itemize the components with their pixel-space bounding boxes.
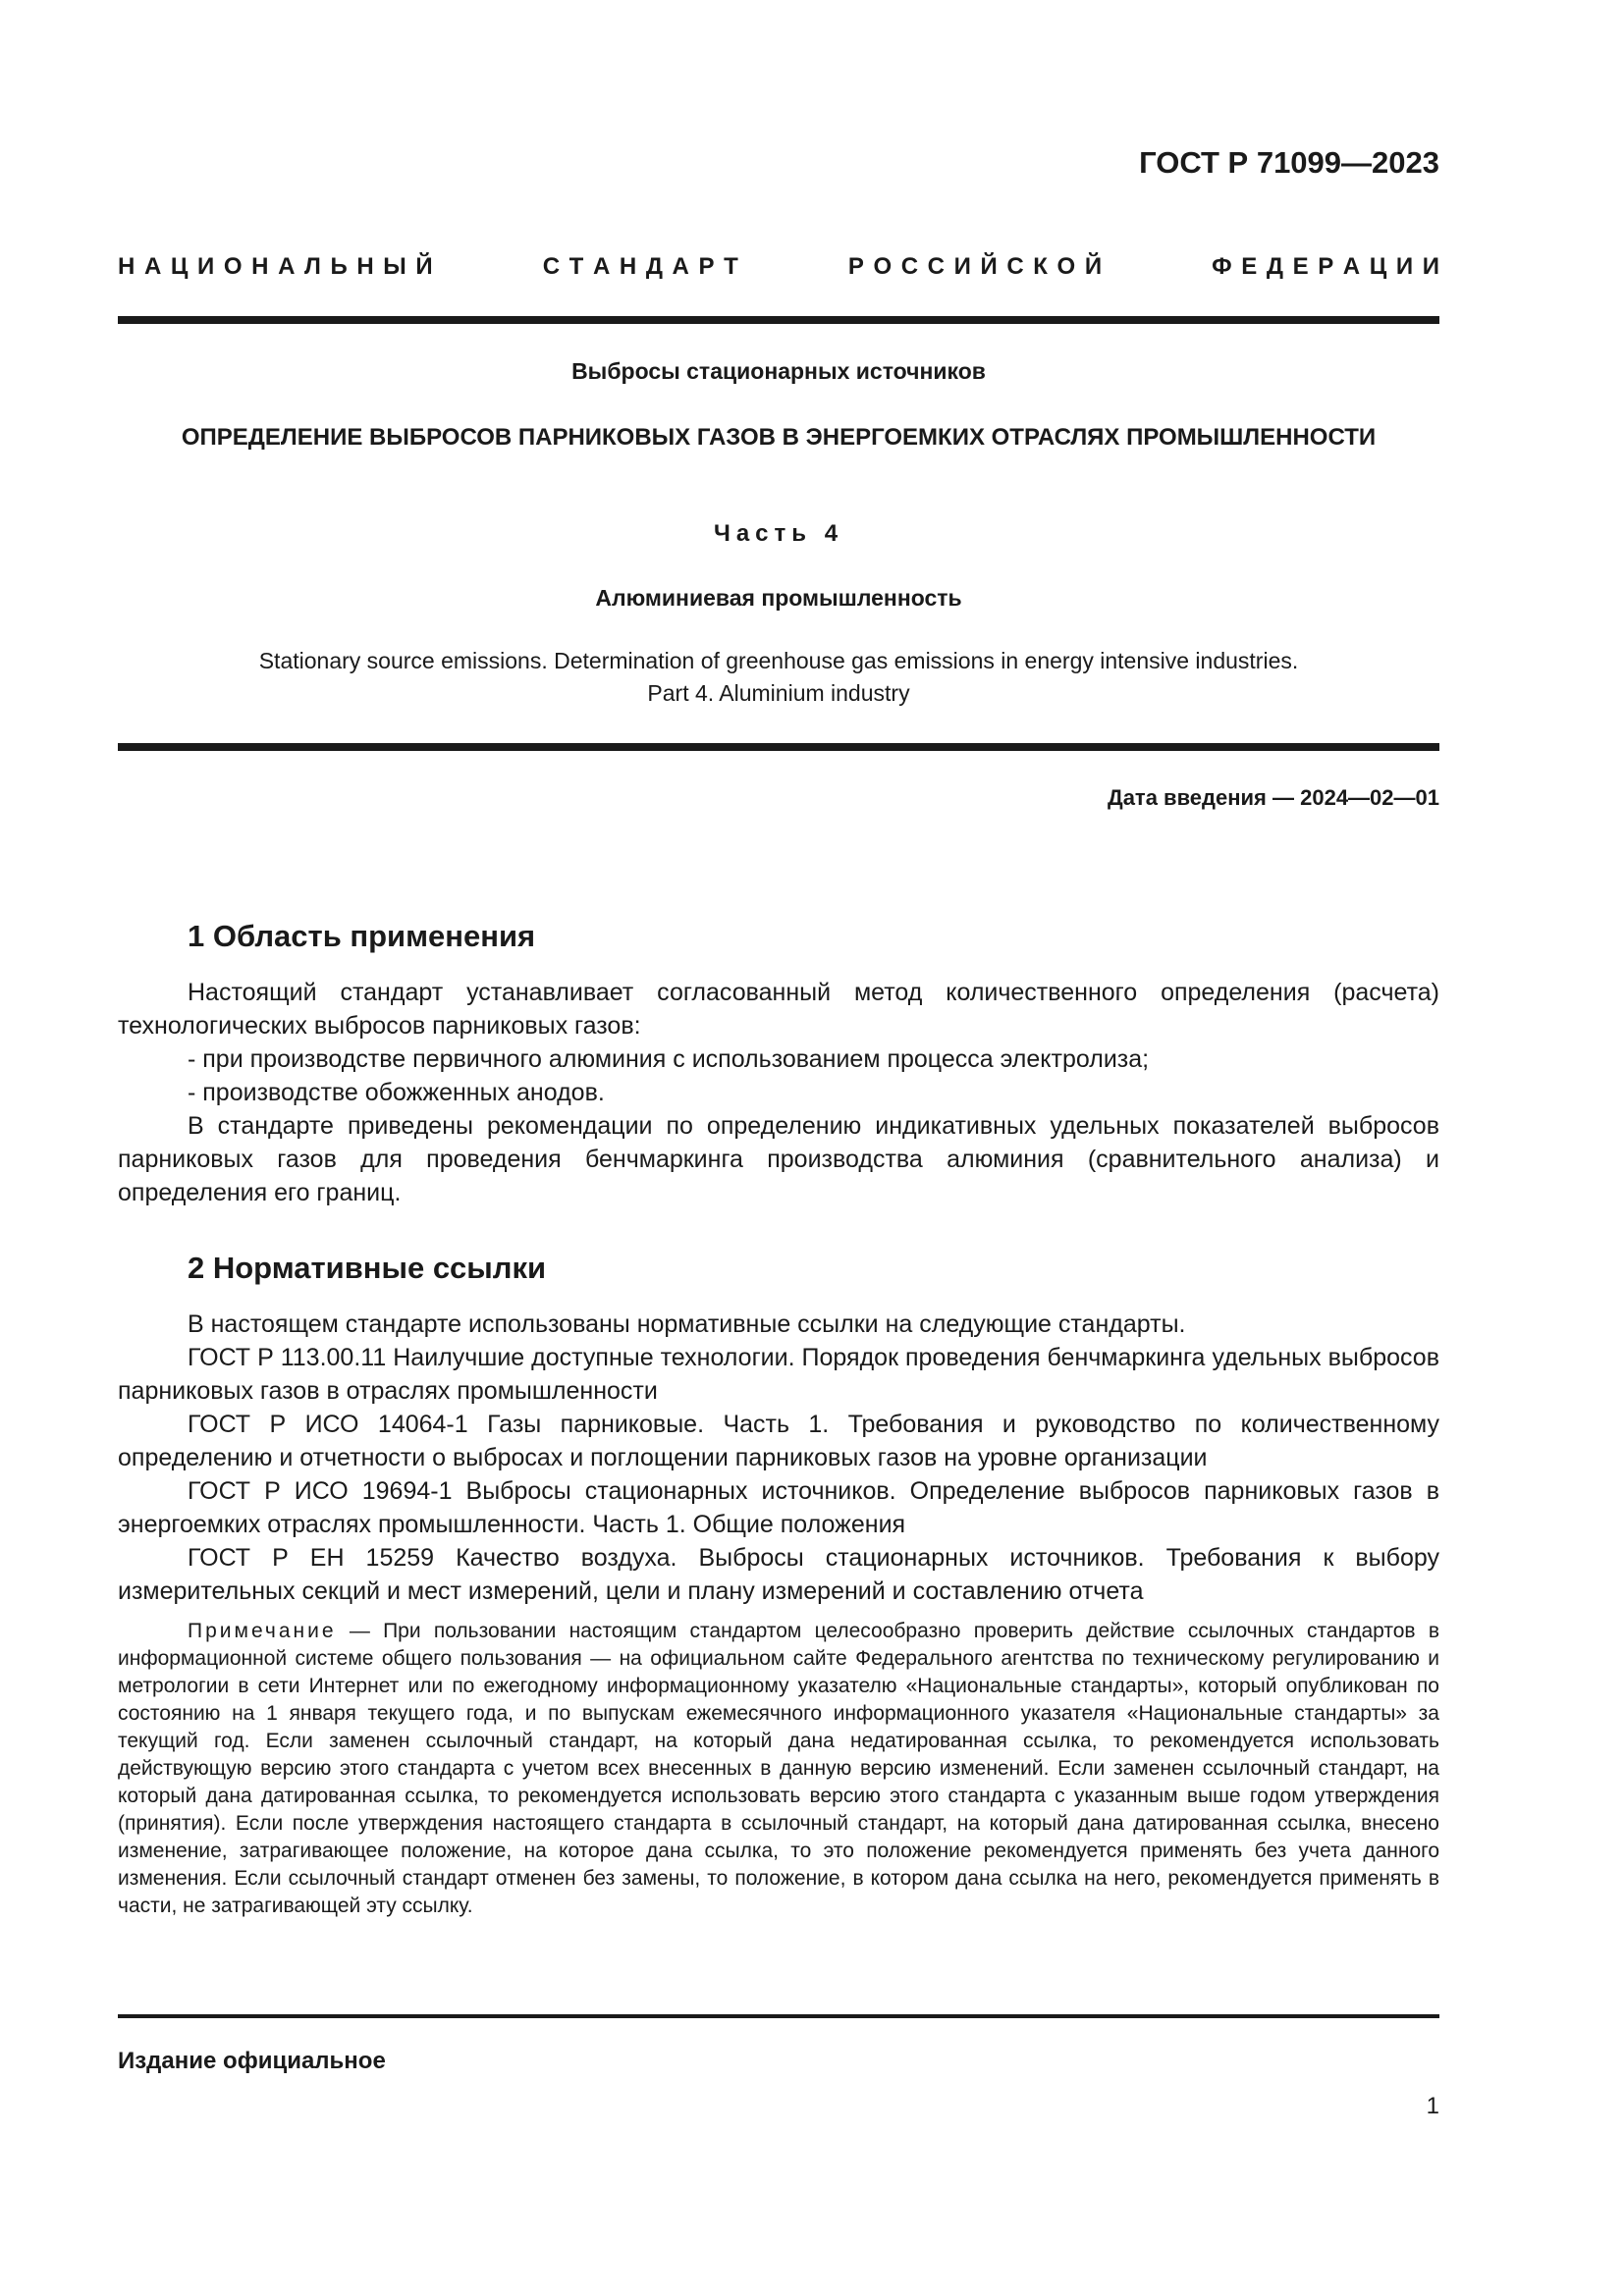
title-bottom-rule (118, 743, 1439, 751)
reference-item: ГОСТ Р ИСО 19694-1 Выбросы стационарных источников. Определение выбросов парниковых газов в энергоемких отраслях промышленности. Часть 1. Общие положения (118, 1477, 1439, 1538)
paragraph: В стандарте приведены рекомендации по определению индикативных удельных показателей выбросов парниковых газов для проведения бенчмаркинга производства алюминия (сравнительного анализа) и определения его границ. (118, 1112, 1439, 1206)
standard-subtitle: Алюминиевая промышленность (595, 585, 962, 611)
effective-date: Дата введения — 2024—02—01 (1108, 785, 1439, 810)
page-number: 1 (1426, 2093, 1439, 2119)
reference-item: ГОСТ Р ИСО 14064-1 Газы парниковые. Часть 1. Требования и руководство по количественному определению и отчетности о выбросах и поглощении парниковых газов на уровне организации (118, 1411, 1439, 1471)
national-standard-heading (118, 253, 1439, 281)
english-title-line1: Stationary source emissions. Determination of greenhouse gas emissions in energy intensive industries. (258, 648, 1299, 673)
english-title-line2: Part 4. Aluminium industry (647, 680, 910, 706)
standard-main-title: ОПРЕДЕЛЕНИЕ ВЫБРОСОВ ПАРНИКОВЫХ ГАЗОВ В ЭНЕРГОЕМКИХ ОТРАСЛЯХ ПРОМЫШЛЕННОСТИ (181, 424, 1377, 451)
section1-body (118, 976, 1439, 1209)
list-item: - производстве обожженных анодов. (188, 1079, 605, 1106)
section2-body (118, 1308, 1439, 1608)
section2-title: 2 Нормативные ссылки (188, 1251, 547, 1285)
reference-item: ГОСТ Р ЕН 15259 Качество воздуха. Выбросы стационарных источников. Требования к выбору измерительных секций и мест измерений, цели и плану измерений и составлению отчета (118, 1544, 1439, 1605)
footer-rule (118, 2014, 1439, 2018)
paragraph: В настоящем стандарте использованы нормативные ссылки на следующие стандарты. (188, 1310, 1186, 1338)
paragraph: Настоящий стандарт устанавливает согласованный метод количественного определения (расчета) технологических выбросов парниковых газов: (118, 979, 1439, 1040)
edition-label: Издание официальное (118, 2048, 386, 2074)
reference-item: ГОСТ Р 113.00.11 Наилучшие доступные технологии. Порядок проведения бенчмаркинга удельных выбросов парниковых газов в отраслях промышленности (118, 1344, 1439, 1405)
section1-title: 1 Область применения (188, 919, 536, 953)
national-standard-text: Н А Ц И О Н А Л Ь Н Ы Й С Т А Н Д А Р Т Р О С С И Й С К О Й Ф Е Д Е Р А Ц И И (118, 253, 1439, 280)
note-label: Примечание (188, 1620, 337, 1642)
note (118, 1618, 1439, 1920)
gost-number: ГОСТ Р 71099—2023 (1139, 145, 1439, 180)
english-title (118, 645, 1439, 710)
note-text: — При пользовании настоящим стандартом целесообразно проверить действие ссылочных стандартов в информационной системе общего пользования — на официальном сайте Федерального агентства по техническому регулированию и метрологии в сети Интернет или по ежегодному информационному указателю «Национальные стандарты», который опубликован по состоянию на 1 января текущего года, и по выпускам ежемесячного информационного указателя «Национальные стандарты» за текущий год. Если заменен ссылочный стандарт, на который дана недатированная ссылка, то рекомендуется использовать действующую версию этого стандарта с учетом всех внесенных в данную версию изменений. Если заменен ссылочный стандарт, на который дана датированная ссылка, то рекомендуется использовать версию этого стандарта с указанным выше годом утверждения (принятия). Если после утверждения настоящего стандарта в ссылочный стандарт, на который дана датированная ссылка, внесено изменение, затрагивающее положение, на которое дана ссылка, то это положение рекомендуется применять без учета данного изменения. Если ссылочный стандарт отменен без замены, то положение, в котором дана ссылка на него, рекомендуется применять в части, не затрагивающей эту ссылку. (118, 1620, 1439, 1917)
standard-part: Часть 4 (713, 520, 844, 547)
top-rule (118, 316, 1439, 324)
standard-group-title: Выбросы стационарных источников (571, 358, 986, 384)
list-item: - при производстве первичного алюминия с использованием процесса электролиза; (188, 1045, 1150, 1073)
